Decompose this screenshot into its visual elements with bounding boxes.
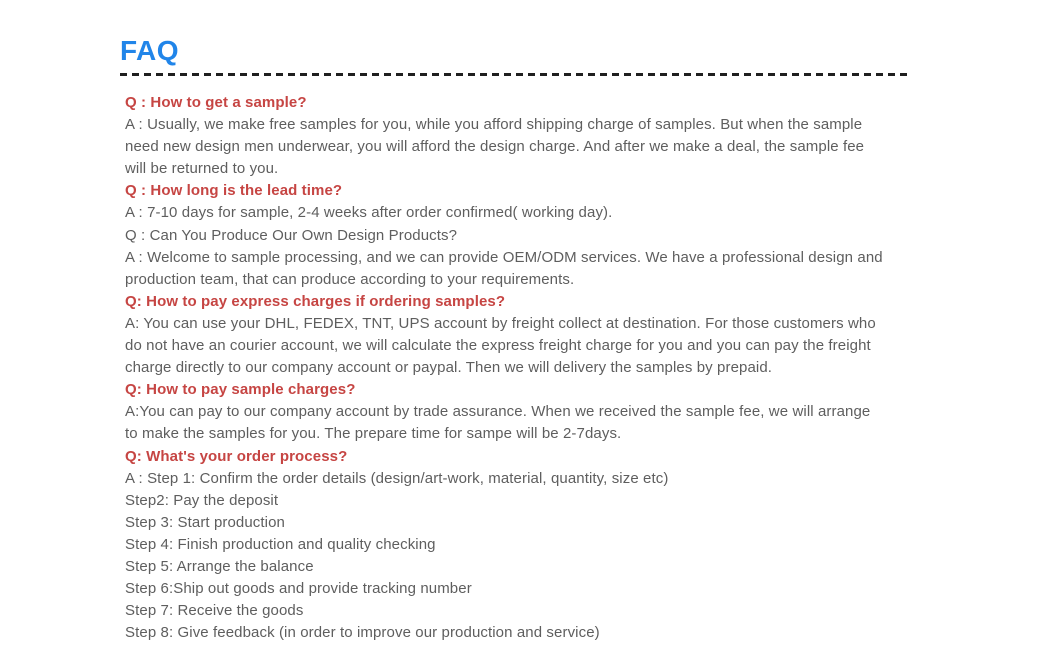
faq-answer-line: A : 7-10 days for sample, 2-4 weeks after order confirmed( working day). (125, 204, 613, 222)
faq-answer-line: Step 5: Arrange the balance (125, 557, 314, 575)
faq-question: Q : How to get a sample? (125, 94, 307, 111)
faq-answer-line: Step 3: Start production (125, 513, 285, 531)
faq-answer-line: to make the samples for you. The prepare time for sampe will be 2-7days. (125, 425, 622, 443)
faq-question: Q: How to pay sample charges? (125, 381, 356, 399)
faq-answer-line: production team, that can produce according to your requirements. (125, 270, 575, 288)
faq-content (120, 92, 912, 644)
faq-question: Q: How to pay express charges if ordering samples? (125, 292, 506, 310)
faq-answer-line: Q : Can You Produce Our Own Design Products? (125, 226, 458, 244)
faq-section (120, 36, 912, 644)
faq-answer-line: need new design men underwear, you will afford the design charge. And after we make a deal, the sample fee (125, 138, 865, 156)
faq-answer-line: Step 6:Ship out goods and provide tracking number (125, 580, 472, 598)
faq-answer-line: Step 7: Receive the goods (125, 602, 304, 620)
faq-answer-line: A: You can use your DHL, FEDEX, TNT, UPS account by freight collect at destination. For those customers who (125, 314, 876, 332)
faq-question: Q : How long is the lead time? (125, 182, 343, 200)
faq-answer-line: A:You can pay to our company account by trade assurance. When we received the sample fee, we will arrange (125, 403, 871, 421)
faq-answer-line: will be returned to you. (125, 160, 279, 178)
faq-answer-line: charge directly to our company account or paypal. Then we will delivery the samples by prepaid. (125, 359, 773, 377)
faq-answer-line: A : Welcome to sample processing, and we can provide OEM/ODM services. We have a professional design and (125, 248, 883, 266)
faq-answer-line: Step 8: Give feedback (in order to improve our production and service) (125, 624, 600, 642)
faq-answer-line: Step2: Pay the deposit (125, 491, 279, 509)
page-title: FAQ (120, 35, 180, 66)
faq-answer-line: A : Usually, we make free samples for you, while you afford shipping charge of samples. But when the sample (125, 116, 863, 134)
faq-question: Q: What's your order process? (125, 447, 348, 465)
faq-answer-line: do not have an courier account, we will calculate the express freight charge for you and you can pay the freight (125, 337, 871, 355)
faq-answer-line: A : Step 1: Confirm the order details (design/art-work, material, quantity, size etc) (125, 469, 669, 487)
dashed-divider (120, 73, 912, 76)
faq-answer-line: Step 4: Finish production and quality checking (125, 535, 436, 553)
